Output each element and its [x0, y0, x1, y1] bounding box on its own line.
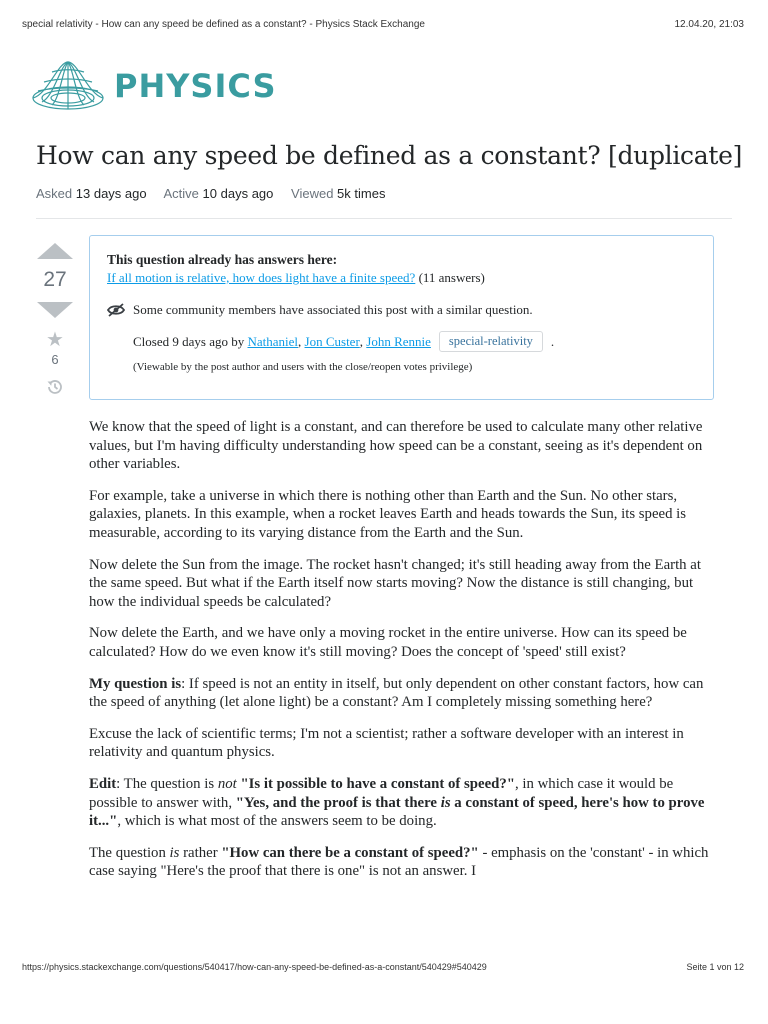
body-emphasis: is	[169, 844, 180, 861]
body-strong: "How can there be a constant of speed?"	[221, 844, 479, 861]
body-text: The question	[89, 844, 170, 861]
body-paragraph: Now delete the Sun from the image. The rocket hasn't changed; it's still heading away from the Earth at the same speed. But what if the Earth itself now starts moving? Now the distance is still changing, but how the individual speeds be calculated?	[89, 556, 701, 610]
closer-separator: ,	[298, 333, 302, 349]
active-label: Active	[163, 186, 199, 201]
print-footer-page: Seite 1 von 12	[686, 962, 744, 972]
body-text: , which is what most of the answers seem to be doing.	[117, 813, 437, 830]
closer-link[interactable]: John Rennie	[366, 333, 431, 349]
viewed-label: Viewed	[291, 186, 334, 201]
header-divider	[36, 218, 732, 219]
vote-cell	[36, 243, 74, 402]
site-logo[interactable]	[30, 58, 276, 114]
body-paragraph	[89, 844, 719, 881]
vote-count: 27	[43, 268, 67, 291]
community-text: Some community members have associated this post with a similar question.	[133, 302, 533, 317]
body-strong-part: "Yes, and the proof is that there	[235, 794, 441, 811]
community-row	[107, 302, 696, 321]
downvote-button[interactable]	[37, 302, 73, 318]
viewed-value: 5k times	[337, 186, 386, 201]
duplicate-link-row	[107, 270, 696, 286]
body-text: - emphasis on the 'constant' - in which case saying "Here's the proof that there is one" is not an answer. I	[89, 844, 709, 880]
body-paragraph: For example, take a universe in which there is nothing other than Earth and the Sun. No other stars, galaxies, planets. In this example, when a rocket leaves Earth and heads towards the Sun, its speed is measurable, according to its varying distance from the Earth and the Sun.	[89, 487, 687, 541]
body-strong-part: a constant of speed, here's how to prove it..."	[89, 794, 705, 830]
upvote-button[interactable]	[37, 243, 73, 259]
asked-label: Asked	[36, 186, 73, 201]
closer-link[interactable]: Jon Custer	[304, 333, 360, 349]
duplicate-answers-count: (11 answers)	[418, 270, 485, 285]
body-text: rather	[179, 844, 222, 861]
closed-period: .	[550, 333, 555, 349]
duplicate-notice	[89, 235, 714, 400]
active-value[interactable]: 10 days ago	[202, 186, 274, 201]
favorite-star-icon[interactable]: ★	[46, 329, 64, 351]
site-logo-text: PHYSICS	[114, 67, 277, 105]
closed-when: 9 days ago	[172, 333, 228, 349]
question-meta	[36, 186, 399, 201]
closer-separator: ,	[359, 333, 364, 349]
closed-row	[133, 331, 696, 352]
closer-link[interactable]: Nathaniel	[247, 333, 299, 349]
body-paragraph: Now delete the Earth, and we have only a moving rocket in the entire universe. How can its speed be calculated? How do we even know it's still moving? Does the concept of 'speed' still exist?	[89, 625, 687, 660]
body-strong: "Is it possible to have a constant of speed?"	[240, 775, 516, 792]
body-text: : If speed is not an entity in itself, but only dependent on other constant factors, how can the speed of anything (let alone light) be a constant? Am I completely missing something here?	[89, 675, 704, 711]
eye-off-icon	[107, 303, 125, 321]
print-header-datetime: 12.04.20, 21:03	[674, 19, 744, 30]
edit-label: Edit	[89, 775, 117, 792]
body-paragraph	[89, 675, 719, 712]
body-emphasis: not	[217, 775, 237, 792]
closed-by: by	[231, 333, 245, 349]
question-title[interactable]: How can any speed be defined as a constant? [duplicate]	[36, 141, 743, 170]
print-footer-url: https://physics.stackexchange.com/questions/540417/how-can-any-speed-be-defined-as-a-constant/540429#540429	[22, 962, 487, 972]
physics-logo-icon	[30, 58, 106, 114]
print-header-title: special relativity - How can any speed be defined as a constant? - Physics Stack Exchange	[22, 19, 425, 30]
body-paragraph	[89, 775, 719, 831]
history-icon[interactable]	[36, 377, 74, 402]
body-text: , in which case it would be possible to answer with,	[89, 775, 674, 811]
duplicate-heading: This question already has answers here:	[107, 252, 338, 267]
viewable-note: (Viewable by the post author and users with the close/reopen votes privilege)	[133, 361, 473, 373]
my-question-label: My question is	[89, 675, 182, 692]
duplicate-link[interactable]: If all motion is relative, how does light have a finite speed?	[107, 270, 416, 285]
body-text: : The question is	[116, 775, 218, 792]
tag-special-relativity[interactable]: special-relativity	[439, 331, 543, 352]
question-body	[89, 418, 719, 894]
favorite-count: 6	[51, 352, 59, 367]
body-paragraph: Excuse the lack of scientific terms; I'm not a scientist; rather a software developer with an interest in relativity and quantum physics.	[89, 725, 684, 761]
closed-prefix: Closed	[133, 333, 170, 349]
asked-value: 13 days ago	[75, 186, 147, 201]
body-paragraph: We know that the speed of light is a constant, and can therefore be used to calculate many other relative values, but I'm having difficulty understanding how speed can be a constant, seeing as it's dependent on other variables.	[89, 419, 703, 473]
body-strong-emphasis: is	[440, 794, 451, 811]
